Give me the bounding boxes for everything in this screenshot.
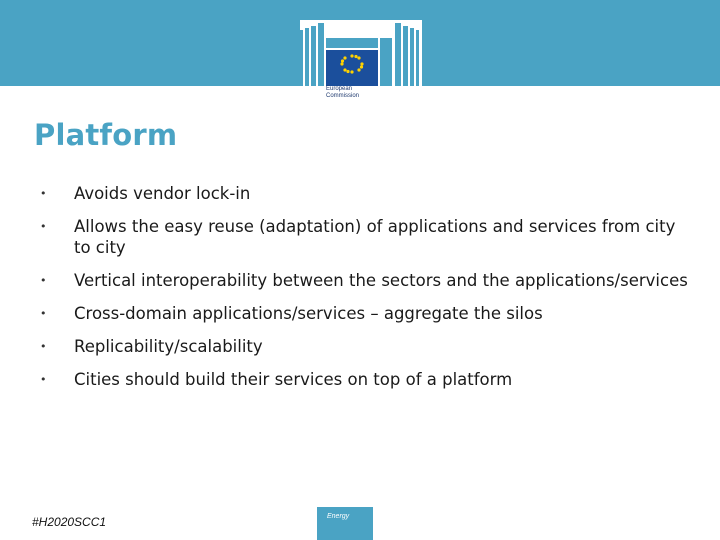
- section-badge-label: Energy: [327, 513, 350, 520]
- bullet-text: Vertical interoperability between the sectors and the applications/services: [74, 271, 688, 290]
- bullet-marker: •: [40, 373, 47, 386]
- bullet-marker: •: [40, 220, 47, 233]
- list-item: [36, 216, 696, 258]
- list-item: [36, 369, 696, 390]
- bullet-text: Avoids vendor lock-in: [74, 184, 251, 203]
- logo-wordmark: [326, 86, 359, 100]
- logo-line-commission: Commission: [326, 93, 360, 99]
- bullet-marker: •: [40, 274, 47, 287]
- section-badge: [317, 507, 373, 540]
- list-item: [36, 270, 696, 291]
- bullet-marker: •: [40, 340, 47, 353]
- bullet-text: Cities should build their services on top of a platform: [74, 370, 513, 389]
- footer-hashtag: #H2020SCC1: [32, 515, 107, 529]
- logo-line-european: European: [326, 86, 353, 92]
- list-item: [36, 336, 696, 357]
- bullet-marker: •: [40, 307, 47, 320]
- slide-title: Platform: [34, 118, 178, 152]
- bullet-marker: •: [40, 187, 47, 200]
- european-commission-logo: [300, 16, 422, 108]
- list-item: [36, 303, 696, 324]
- bullet-text: Replicability/scalability: [74, 337, 263, 356]
- bullet-text: Allows the easy reuse (adaptation) of applications and services from city to city: [74, 217, 676, 257]
- bullet-list: [36, 183, 696, 390]
- bullet-text: Cross-domain applications/services – aggregate the silos: [74, 304, 543, 323]
- commission-building-icon: [300, 16, 422, 86]
- list-item: [36, 183, 696, 204]
